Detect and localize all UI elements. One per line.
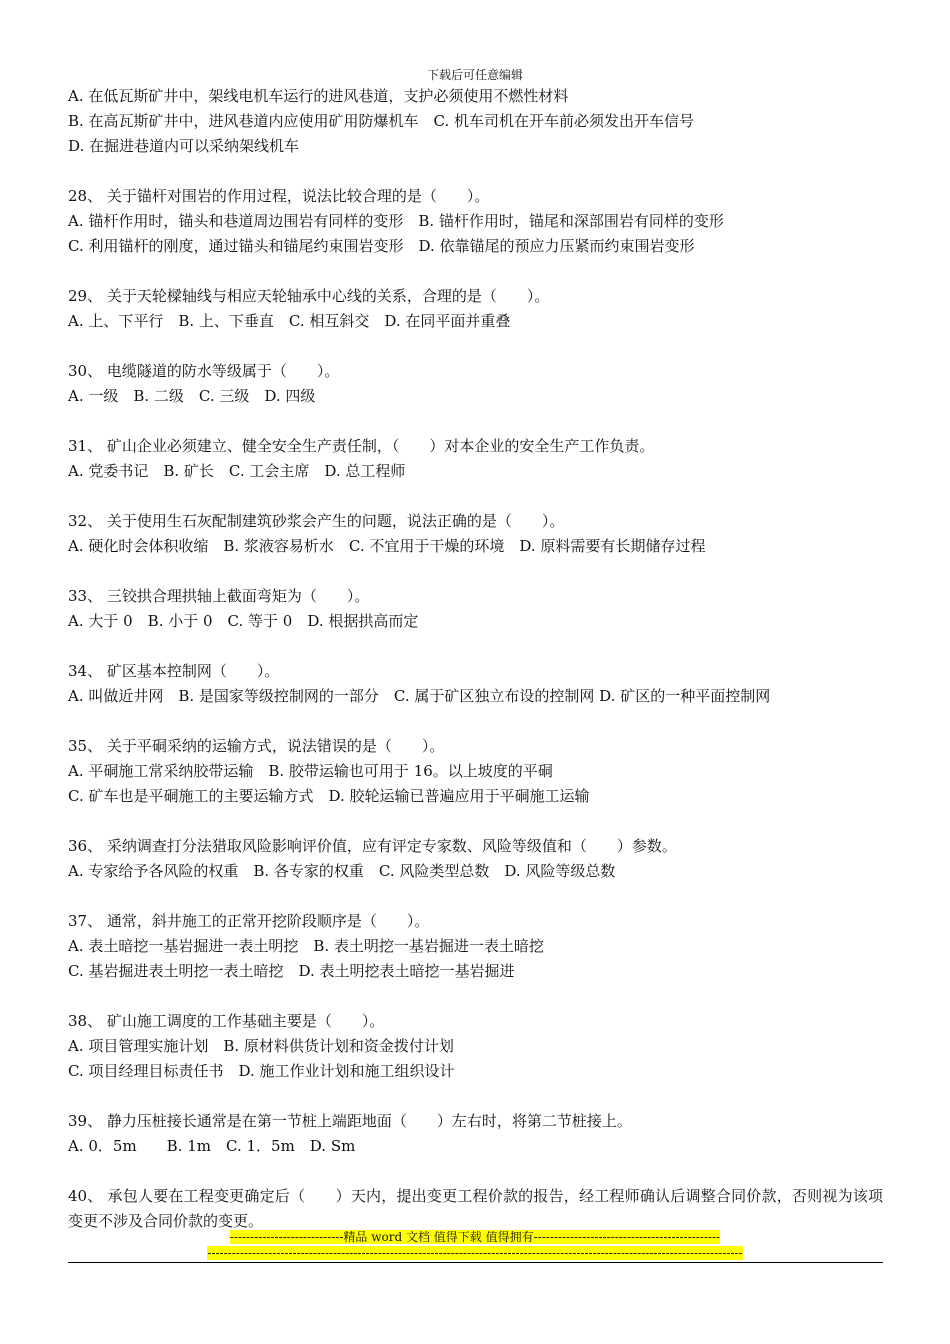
footer-banner [0, 1229, 950, 1261]
question-block [68, 659, 883, 709]
answer-options: D. 在掘进巷道内可以采纳架线机车 [68, 137, 300, 155]
answer-options: A. 一级 B. 二级 C. 三级 D. 四级 [68, 387, 316, 405]
question-block [68, 1009, 883, 1084]
question-block [68, 284, 883, 334]
footer-promo-line: ----------------------------精品 word 文档 值得下载 值得拥有---------------------------------------------- [229, 1230, 721, 1244]
question-block [68, 84, 883, 159]
answer-options: B. 在高瓦斯矿井中，进风巷道内应使用矿用防爆机车 C. 机车司机在开车前必须发出开车信号 [68, 112, 695, 130]
question-block [68, 184, 883, 259]
question-text: 39、 静力压桩接长通常是在第一节桩上端距地面（ ）左右时，将第二节桩接上。 [68, 1112, 632, 1130]
question-block [68, 359, 883, 409]
footer-dash-line: ------------------------------------------------------------------------------------------------------------------------------------ [207, 1246, 743, 1260]
question-text: 35、 关于平硐采纳的运输方式，说法错误的是（ ）。 [68, 737, 445, 755]
answer-options: C. 利用锚杆的刚度，通过锚头和锚尾约束围岩变形 D. 依靠锚尾的预应力压紧而约束围岩变形 [68, 237, 695, 255]
question-block [68, 584, 883, 634]
answer-options: A. 项目管理实施计划 B. 原材料供货计划和资金拨付计划 [68, 1037, 454, 1055]
answer-options: A. 硬化时会体积收缩 B. 浆液容易析水 C. 不宜用于干燥的环境 D. 原料需要有长期储存过程 [68, 537, 706, 555]
question-text: 30、 电缆隧道的防水等级属于（ ）。 [68, 362, 340, 380]
answer-options: C. 项目经理目标责任书 D. 施工作业计划和施工组织设计 [68, 1062, 455, 1080]
question-text: 34、 矿区基本控制网（ ）。 [68, 662, 280, 680]
question-text: 36、 采纳调查打分法猎取风险影响评价值，应有评定专家数、风险等级值和（ ）参数。 [68, 837, 677, 855]
answer-options: A. 表土暗挖一基岩掘进一表土明挖 B. 表土明挖一基岩掘进一表土暗挖 [68, 937, 544, 955]
question-text: 31、 矿山企业必须建立、健全安全生产责任制，（ ）对本企业的安全生产工作负责。 [68, 437, 655, 455]
question-block [68, 1184, 883, 1234]
page-header: 下载后可任意编辑 [426, 68, 523, 82]
question-block [68, 509, 883, 559]
answer-options: A. 0．5m B. 1m C. 1．5m D. Sm [68, 1137, 356, 1155]
answer-options: C. 矿车也是平硐施工的主要运输方式 D. 胶轮运输已普遍应用于平硐施工运输 [68, 787, 590, 805]
question-text: 33、 三铰拱合理拱轴上截面弯矩为（ ）。 [68, 587, 370, 605]
question-text: 28、 关于锚杆对围岩的作用过程，说法比较合理的是（ ）。 [68, 187, 490, 205]
question-block [68, 734, 883, 809]
answer-options: A. 在低瓦斯矿井中，架线电机车运行的进风巷道，支护必须使用不燃性材料 [68, 87, 569, 105]
question-block [68, 1109, 883, 1159]
answer-options: A. 大于 0 B. 小于 0 C. 等于 0 D. 根据拱高而定 [68, 612, 419, 630]
question-text: 29、 关于天轮樑轴线与相应天轮轴承中心线的关系，合理的是（ ）。 [68, 287, 550, 305]
question-text: 32、 关于使用生石灰配制建筑砂浆会产生的问题，说法正确的是（ ）。 [68, 512, 565, 530]
question-block [68, 909, 883, 984]
answer-options: A. 专家给予各风险的权重 B. 各专家的权重 C. 风险类型总数 D. 风险等级总数 [68, 862, 616, 880]
answer-options: A. 党委书记 B. 矿长 C. 工会主席 D. 总工程师 [68, 462, 406, 480]
question-list [68, 84, 883, 1259]
answer-options: A. 上、下平行 B. 上、下垂直 C. 相互斜交 D. 在同平面并重叠 [68, 312, 511, 330]
answer-options: A. 平硐施工常采纳胶带运输 B. 胶带运输也可用于 16。以上坡度的平硐 [68, 762, 553, 780]
footer-divider [68, 1262, 883, 1263]
answer-options: C. 基岩掘进表土明挖一表土暗挖 D. 表土明挖表土暗挖一基岩掘进 [68, 962, 515, 980]
question-text: 37、 通常，斜井施工的正常开挖阶段顺序是（ ）。 [68, 912, 430, 930]
question-text: 38、 矿山施工调度的工作基础主要是（ ）。 [68, 1012, 385, 1030]
answer-options: A. 锚杆作用时，锚头和巷道周边围岩有同样的变形 B. 锚杆作用时，锚尾和深部围岩有同样的变形 [68, 212, 724, 230]
answer-options: A. 叫做近井网 B. 是国家等级控制网的一部分 C. 属于矿区独立布设的控制网 D. 矿区的一种平面控制网 [68, 687, 771, 705]
question-block [68, 434, 883, 484]
question-text: 40、 承包人要在工程变更确定后（ ）天内，提出变更工程价款的报告，经工程师确认后调整合同价款，否则视为该项变更不涉及合同价款的变更。 [68, 1187, 883, 1230]
question-block [68, 834, 883, 884]
